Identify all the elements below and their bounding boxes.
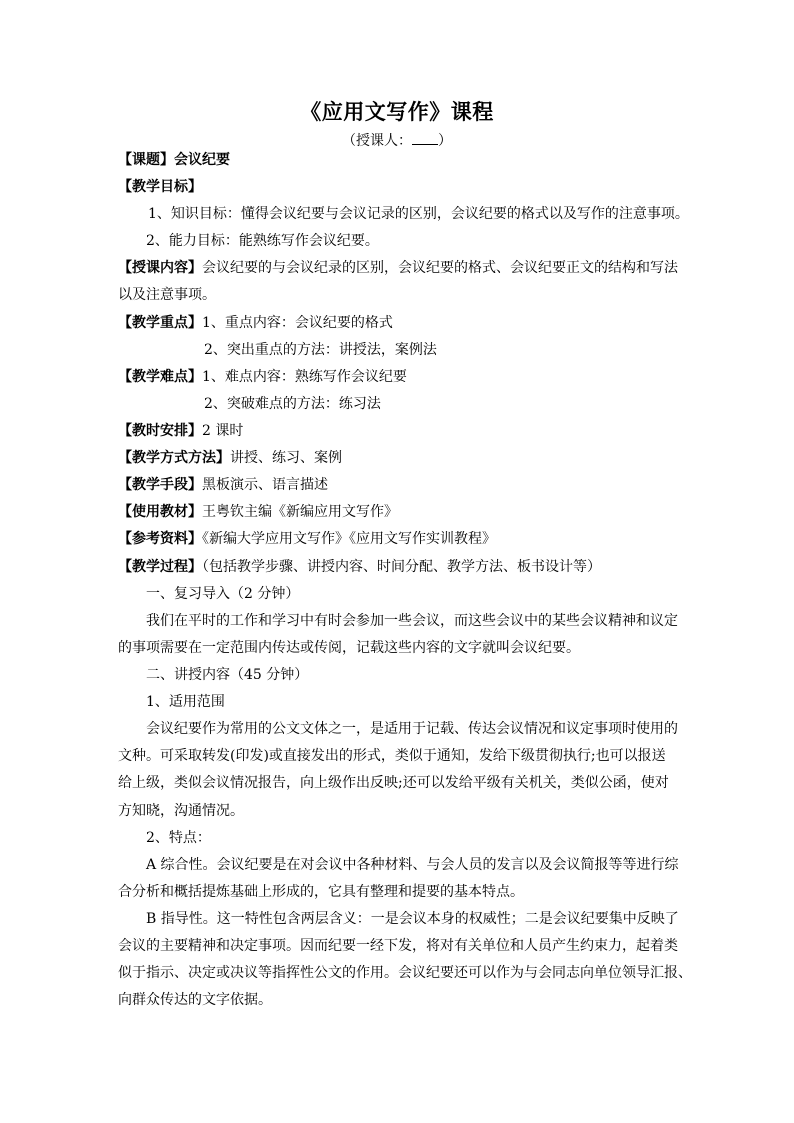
topic-label: 【课题】 <box>118 152 174 168</box>
difficulty-1: 1、难点内容：熟练写作会议纪要 <box>202 369 407 385</box>
feature-b-2: 会议的主要精神和决定事项。因而纪要一经下发，将对有关单位和人员产生约束力，起着类 <box>118 938 678 954</box>
hours-label: 【教时安排】 <box>118 423 202 439</box>
hours-line <box>118 421 243 441</box>
key-point-2: 2、突出重点的方法：讲授法，案例法 <box>204 342 437 358</box>
difficulties-line <box>118 367 407 387</box>
lecturer-line <box>0 130 794 150</box>
topic-value: 会议纪要 <box>174 152 230 168</box>
topic-line <box>118 150 230 170</box>
review-text-1: 我们在平时的工作和学习中有时会参加一些会议，而这些会议中的某些会议精神和议定 <box>146 613 678 629</box>
hours-value: 2 课时 <box>202 423 244 439</box>
methods-line <box>118 448 342 468</box>
key-point-1: 1、重点内容：会议纪要的格式 <box>202 315 393 331</box>
content-line <box>118 258 678 278</box>
scope-text-4: 方知晓，沟通情况。 <box>118 803 244 819</box>
methods-value: 讲授、练习、案例 <box>230 450 342 466</box>
references-label: 【参考资料】 <box>118 531 202 547</box>
feature-b-3: 似于指示、决定或决议等指挥性公文的作用。会议纪要还可以作为与会同志向单位领导汇报、 <box>118 965 692 981</box>
feature-a-2: 合分析和概括提炼基础上形成的，它具有整理和提要的基本特点。 <box>118 884 524 900</box>
process-label: 【教学过程】 <box>118 559 202 575</box>
key-points-label: 【教学重点】 <box>118 315 202 331</box>
review-text-2: 的事项需要在一定范围内传达或传阅，记载这些内容的文字就叫会议纪要。 <box>118 640 580 656</box>
scope-heading: 1、适用范围 <box>146 694 225 710</box>
scope-text-1: 会议纪要作为常用的公文文体之一，是适用于记载、传达会议情况和议定事项时使用的 <box>146 721 678 737</box>
document-title: 《应用文写作》课程 <box>300 99 494 124</box>
means-line <box>118 475 328 495</box>
scope-text-2: 文种。可采取转发(印发)或直接发出的形式，类似于通知，发给下级贯彻执行;也可以报送 <box>118 748 666 764</box>
feature-b-1: B 指导性。这一特性包含两层含义：一是会议本身的权威性；二是会议纪要集中反映了 <box>146 911 679 927</box>
methods-label: 【教学方式方法】 <box>118 450 230 466</box>
feature-a-1: A 综合性。会议纪要是在对会议中各种材料、与会人员的发言以及会议简报等等进行综 <box>146 857 679 873</box>
lecturer-prefix: （授课人： <box>342 133 412 149</box>
difficulty-2: 2、突破难点的方法：练习法 <box>204 396 381 412</box>
lecturer-blank <box>412 130 438 145</box>
scope-text-3: 给上级，类似会议情况报告，向上级作出反映;还可以发给平级有关机关，类似公函，使对 <box>118 775 669 791</box>
textbook-value: 王粤钦主编《新编应用文写作》 <box>202 504 398 520</box>
objective-knowledge: 1、知识目标：懂得会议纪要与会议记录的区别，会议纪要的格式以及写作的注意事项。 <box>148 206 689 222</box>
feature-b-4: 向群众传达的文字依据。 <box>118 992 272 1008</box>
means-value: 黑板演示、语言描述 <box>202 477 328 493</box>
review-heading: 一、复习导入（2 分钟） <box>146 586 300 602</box>
process-line <box>118 557 601 577</box>
content-text: 会议纪要的与会议纪录的区别，会议纪要的格式、会议纪要正文的结构和写法 <box>202 260 678 276</box>
means-label: 【教学手段】 <box>118 477 202 493</box>
lecture-heading: 二、讲授内容（45 分钟） <box>146 667 309 683</box>
key-points-line <box>118 313 393 333</box>
lecturer-suffix: ） <box>438 133 452 149</box>
process-value: （包括教学步骤、讲授内容、时间分配、教学方法、板书设计等） <box>202 559 601 575</box>
content-label: 【授课内容】 <box>118 260 202 276</box>
textbook-label: 【使用教材】 <box>118 504 202 520</box>
references-value: 《新编大学应用文写作》《应用文写作实训教程》 <box>202 531 496 547</box>
features-heading: 2、特点： <box>146 830 211 846</box>
difficulties-label: 【教学难点】 <box>118 369 202 385</box>
content-line-2: 以及注意事项。 <box>118 287 216 303</box>
references-line <box>118 529 496 549</box>
textbook-line <box>118 502 398 522</box>
objectives-label: 【教学目标】 <box>118 179 202 195</box>
objective-ability: 2、能力目标：能熟练写作会议纪要。 <box>146 233 379 249</box>
